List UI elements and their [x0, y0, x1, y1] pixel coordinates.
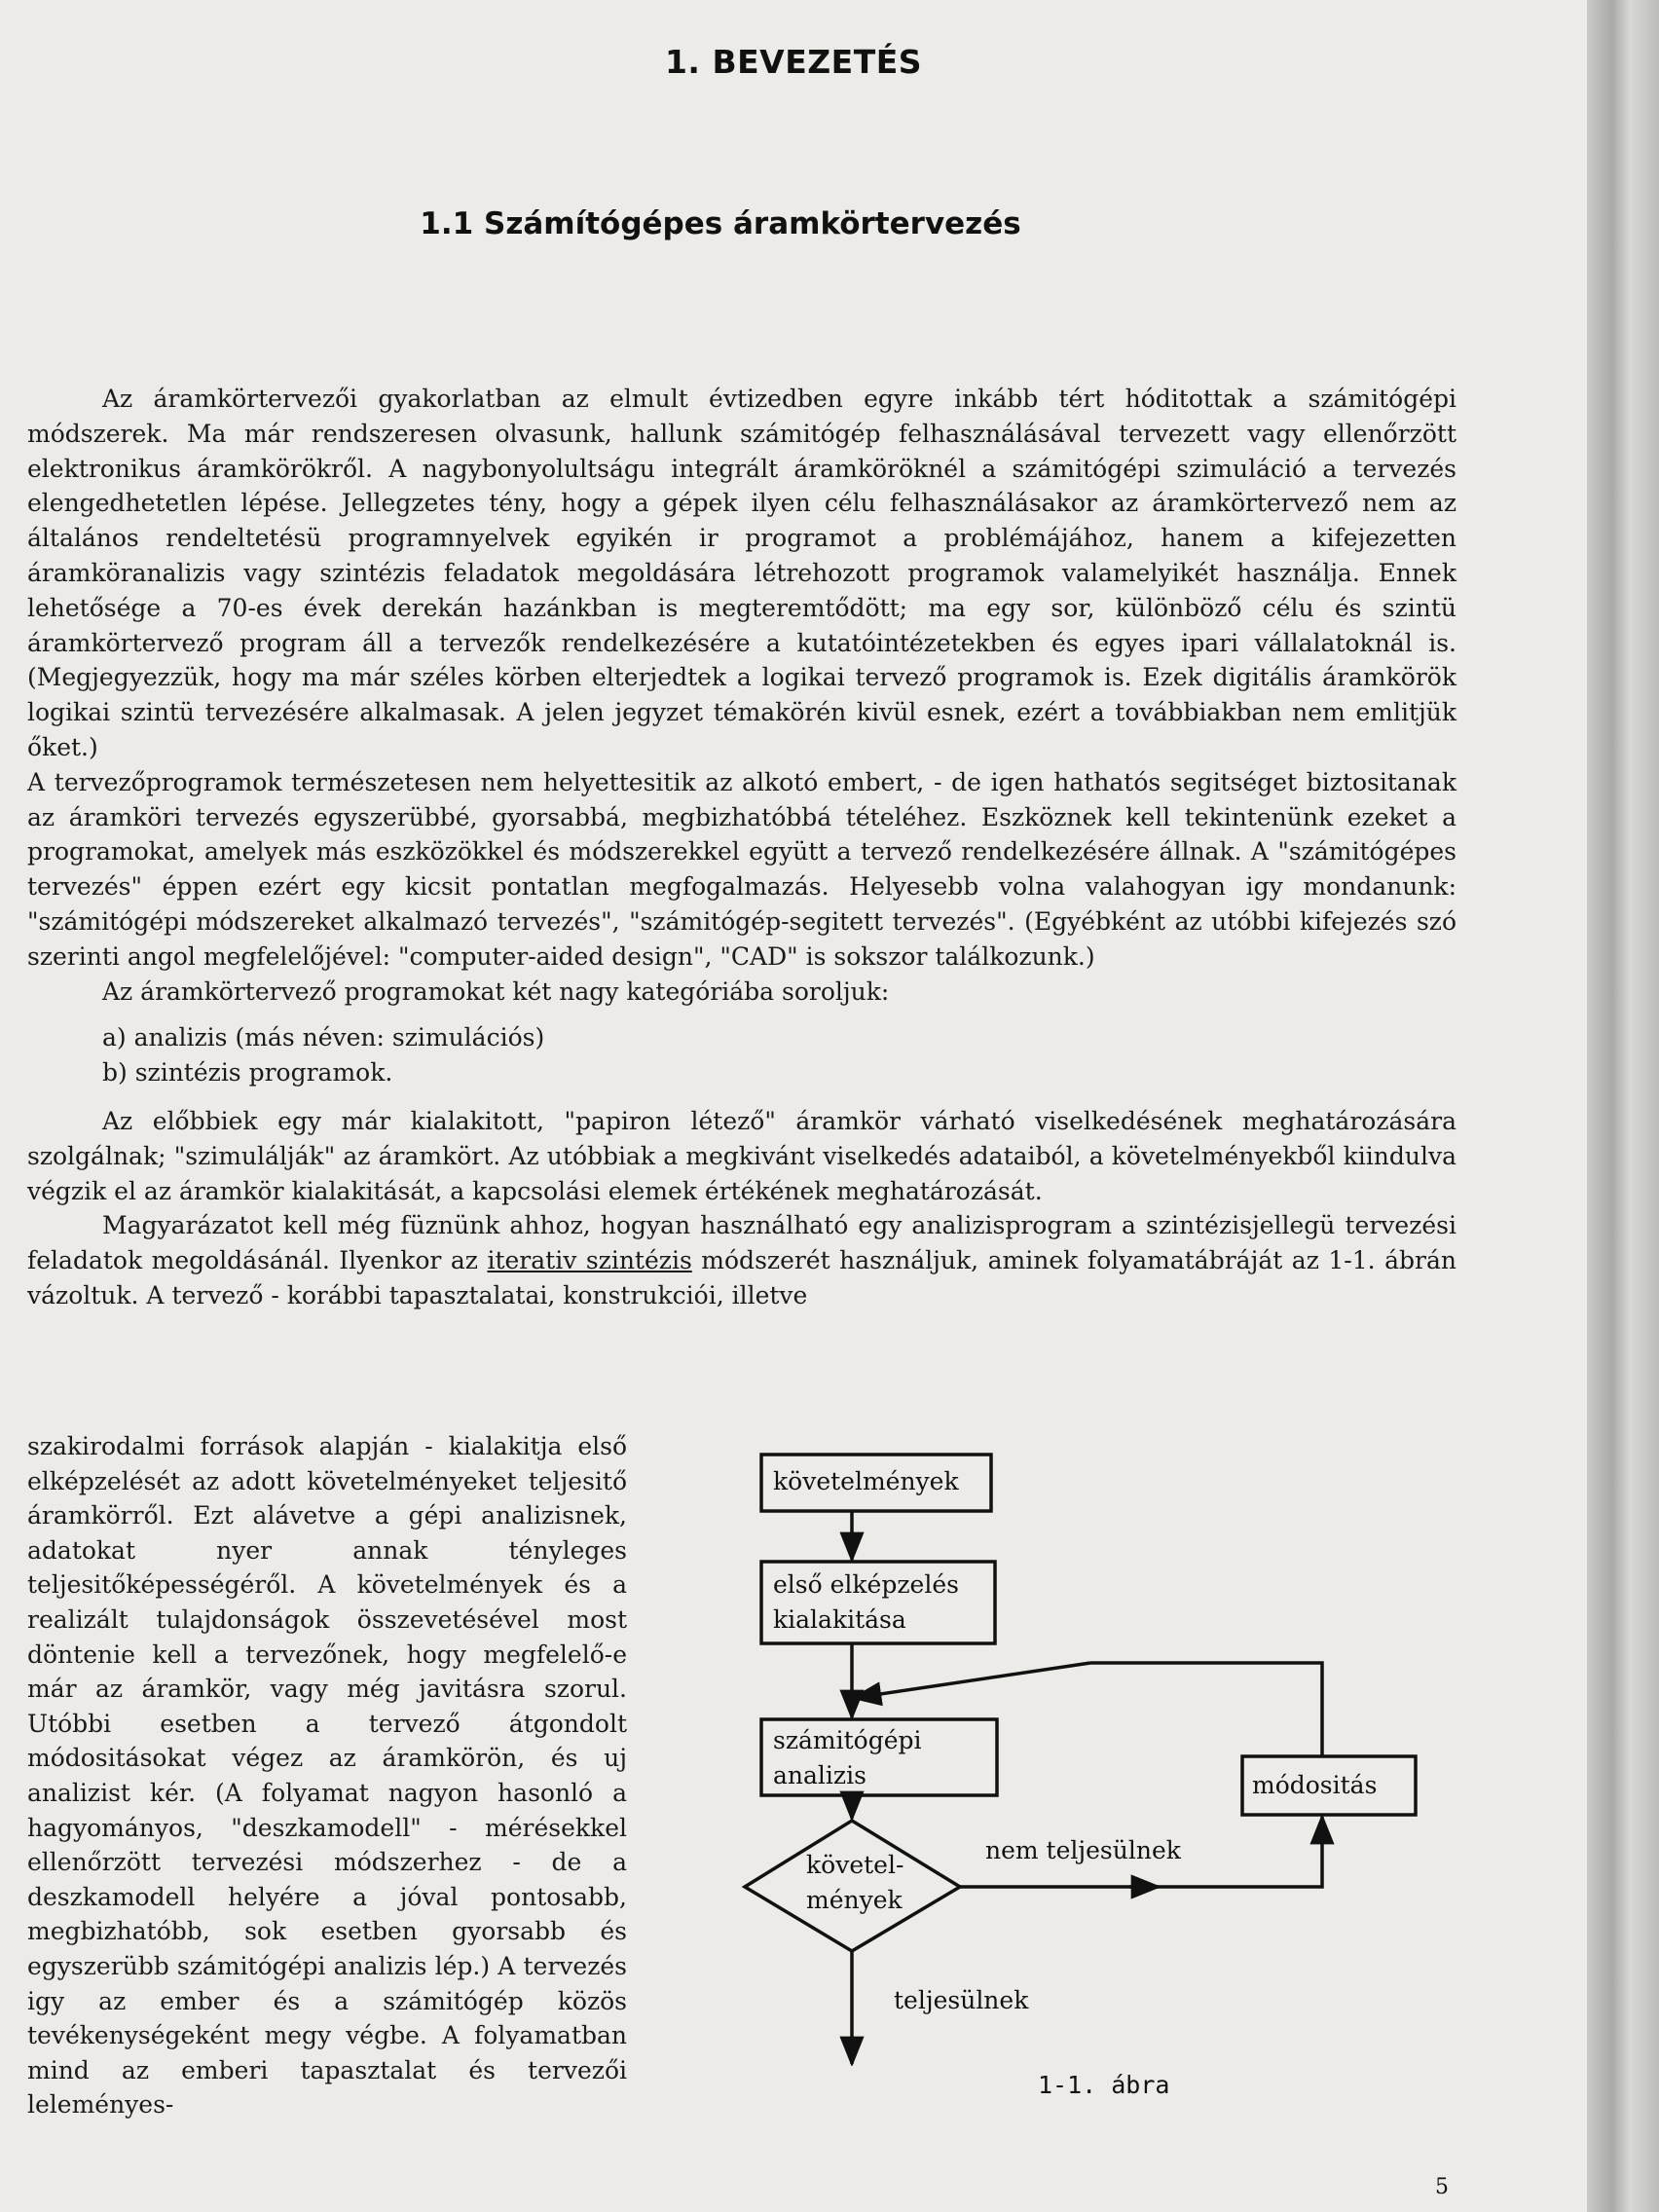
- paragraph-design-programs: A tervezőprogramok természetesen nem helyettesitik az alkotó embert, - de igen hathatós segitséget biztositanak az áramköri tervezés egyszerübbé, gyorsabbá, megbizhatóbbá tételéhez. Eszköznek kell tekintenünk ezeket a programokat, amelyek más eszközökkel és módszerekkel együtt a tervező rendelkezésére állnak. A "számitógépes tervezés" éppen ezért egy kicsit pontatlan megfogalmazás. Helyesebb volna valahogyan igy mondanunk: "számitógépi módszereket alkalmazó tervezés", "számitógép-segitett tervezés". (Egyébként az utóbbi kifejezés szó szerinti angol megfelelőjével: "computer-aided design", "CAD" is sokszor találkozunk.): [27, 767, 1456, 971]
- category-list: [27, 1020, 1456, 1090]
- list-item-analysis: a) analizis (más néven: szimulációs): [102, 1023, 545, 1052]
- label-first-concept-1: első elképzelés: [773, 1570, 959, 1599]
- label-analysis-2: analizis: [773, 1761, 866, 1789]
- arrow-loop-return: [854, 1663, 1090, 1698]
- label-not-met: nem teljesülnek: [985, 1836, 1181, 1864]
- label-decision-1: követel-: [806, 1851, 904, 1879]
- label-requirements: követelmények: [773, 1467, 959, 1495]
- page-edge-shadow: [1587, 0, 1659, 2212]
- paragraph-definitions: Az előbbiek egy már kialakitott, "papiron létező" áramkör várható viselkedésének meghatározására szolgálnak; "szimulálják" az áramkört. Az utóbbiak a megkivánt viselkedés adataiból, a követelményekből kiindulva végzik el az áramkör kialakitását, a kapcsolási elemek értékének meghatározását.: [27, 1106, 1456, 1205]
- label-modification: módositás: [1252, 1771, 1378, 1799]
- side-column-text: szakirodalmi források alapján - kialakitja első elképzelését az adott követelményeket teljesitő áramkörről. Ezt alávetve a gépi analizisnek, adatokat nyer annak tényleges teljesitőképességéről. A követelmények és a realizált tulajdonságok összevetésével most döntenie kell a tervezőnek, hogy megfelelő-e már az áramkör, vagy még javitásra szorul. Utóbbi esetben a tervező átgondolt módositásokat végez az áramkörön, és uj analizist kér. (A folyamat nagyon hasonló a hagyományos, "deszkamodell" - mérésekkel ellenőrzött tervezési módszerhez - de a deszkamodell helyére a jóval pontosabb, megbizhatóbb, sok esetben gyorsabb és egyszerübb számitógépi analizis lép.) A tervezés igy az ember és a számitógép közös tevékenységeként megy végbe. A folyamatban mind az emberi tapasztalat és tervezői leleményes-: [27, 1432, 627, 2120]
- paragraph-categories: Az áramkörtervező programokat két nagy kategóriába soroljuk:: [102, 977, 890, 1006]
- label-analysis-1: számitógépi: [773, 1726, 922, 1754]
- arrow-modification-to-loop: [1090, 1663, 1322, 1756]
- paragraph-iterative-synthesis: [27, 1208, 1456, 1312]
- label-first-concept-2: kialakitása: [773, 1605, 906, 1634]
- figure-caption: 1-1. ábra: [1038, 2071, 1170, 2099]
- flowchart-figure: [740, 1443, 1441, 2066]
- body-text: [27, 382, 1456, 1313]
- paragraph-intro: Az áramkörtervezői gyakorlatban az elmult évtizedben egyre inkább tért hóditottak a számitógépi módszerek. Ma már rendszeresen olvasunk, hallunk számitógép felhasználásával tervezett vagy ellenőrzött elektronikus áramkörökről. A nagybonyolultságu integrált áramköröknél a számitógépi szimuláció a tervezés elengedhetetlen lépése. Jellegzetes tény, hogy a gépek ilyen célu felhasználásakor az áramkörtervező nem az általános rendeltetésü programnyelvek egyikén ir programot a problémájához, hanem a kifejezetten áramköranalizis vagy szintézis feladatok megoldására létrehozott programok valamelyikét használja. Ennek lehetősége a 70-es évek derekán hazánkban is megteremtődött; ma egy sor, különböző célu és szintü áramkörtervező program áll a tervezők rendelkezésére a kutatóintézetekben és egyes ipari vállalatoknál is. (Megjegyezzük, hogy ma már széles körben elterjedtek a logikai tervező programok is. Ezek digitális áramkörök logikai szintü tervezésére alkalmasak. A jelen jegyzet témakörén kivül esnek, ezért a továbbiakban nem emlitjük őket.): [27, 385, 1456, 761]
- underlined-term: iterativ szintézis: [487, 1246, 692, 1275]
- page-number: 5: [1435, 2175, 1449, 2199]
- label-decision-2: mények: [806, 1886, 903, 1914]
- chapter-title: 1. BEVEZETÉS: [664, 43, 923, 81]
- label-met: teljesülnek: [894, 1986, 1029, 2014]
- section-title: 1.1 Számítógépes áramkörtervezés: [420, 206, 1021, 241]
- list-item-synthesis: b) szintézis programok.: [102, 1058, 393, 1088]
- paragraph-iterative-start: Magyarázatot kell még füznünk ahhoz, hogyan használható egy analizisprogram a szintézisjellegü tervezési feladatok megoldásánál. Ilyenkor az: [27, 1211, 1456, 1275]
- paragraph-iterative-end: módszerét használjuk, aminek folyamatábráját az 1-1. ábrán vázoltuk. A tervező - korábbi tapasztalatai, konstrukciói, illetve: [27, 1246, 1456, 1309]
